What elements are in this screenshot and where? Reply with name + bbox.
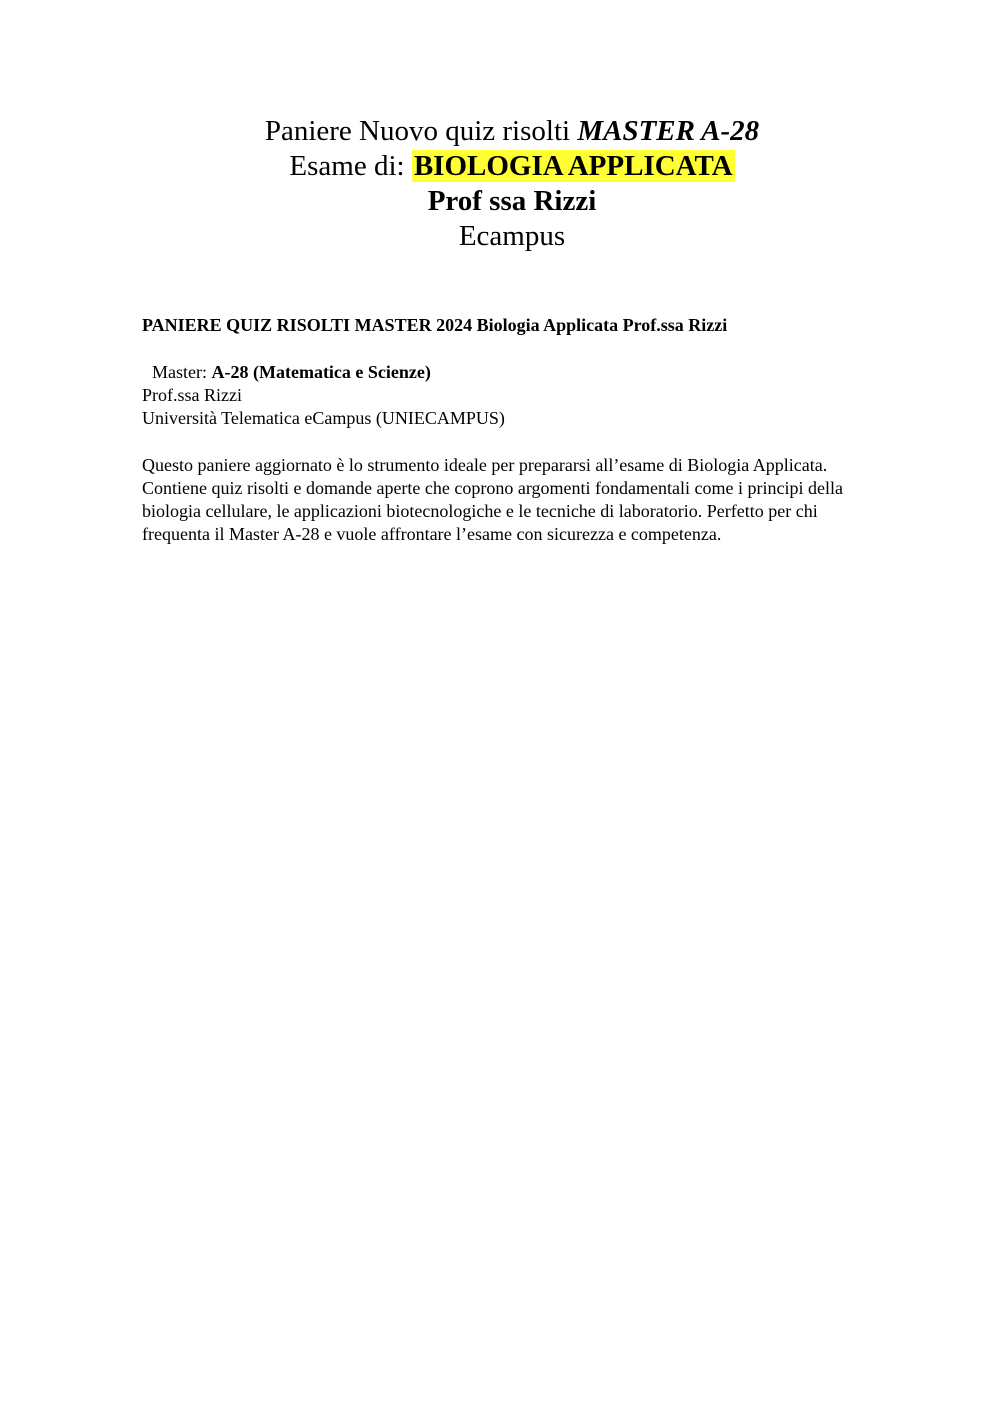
master-label: Master: [152, 362, 212, 382]
section-heading: PANIERE QUIZ RISOLTI MASTER 2024 Biologia Applicata Prof.ssa Rizzi [142, 315, 728, 335]
master-value: A-28 (Matematica e Scienze) [211, 362, 431, 382]
title-master-code: MASTER A-28 [577, 115, 760, 147]
title-line-1 [0, 114, 1000, 149]
exam-label: Esame di: [289, 150, 412, 182]
title-block [0, 114, 1000, 254]
title-prefix: Paniere Nuovo quiz risolti [264, 115, 578, 147]
title-line-2 [0, 149, 1000, 184]
master-line [142, 361, 862, 384]
course-info [142, 361, 862, 430]
description-paragraph: Questo paniere aggiornato è lo strumento ideale per prepararsi all’esame di Biologia Applicata. Contiene quiz risolti e domande aperte che coprono argomenti fondamentali come i principi della biologia cellulare, le applicazioni biotecnologiche e le tecniche di laboratorio. Perfetto per chi frequenta il Master A-28 e vuole affrontare l’esame con sicurezza e competenza. [142, 455, 843, 544]
exam-subject-highlight: BIOLOGIA APPLICATA [413, 150, 733, 182]
title-university: Ecampus [458, 220, 566, 252]
university-line: Università Telematica eCampus (UNIECAMPUS) [142, 408, 505, 428]
professor-line: Prof.ssa Rizzi [142, 385, 242, 405]
title-professor: Prof ssa Rizzi [427, 185, 597, 217]
